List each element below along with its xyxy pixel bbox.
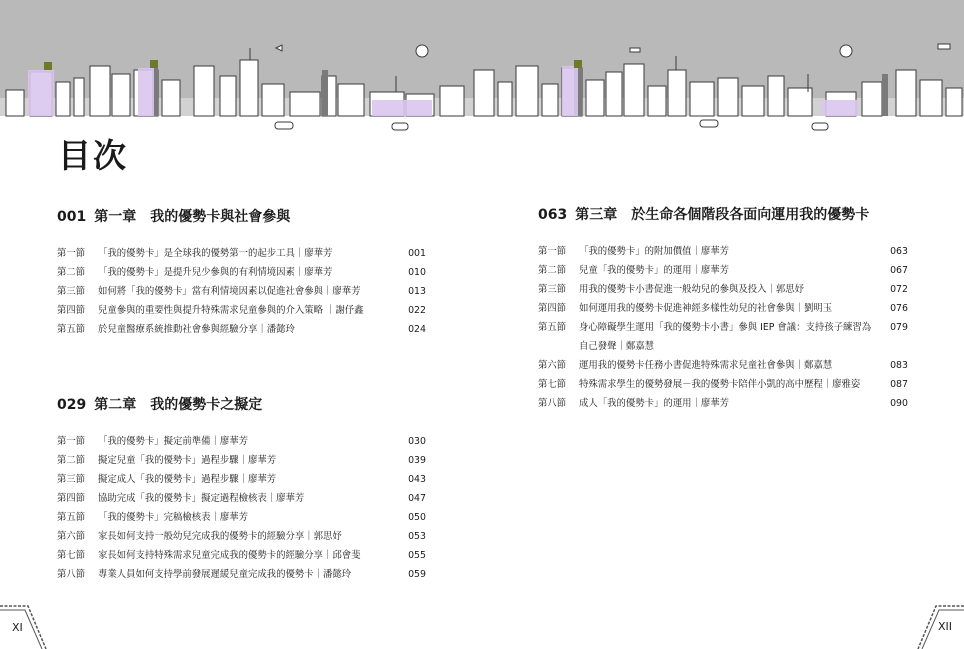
- toc-entry[interactable]: [57, 320, 426, 339]
- section-number: 第三節: [57, 474, 86, 485]
- section-number: 第一節: [57, 436, 86, 447]
- section-page: 022: [408, 305, 426, 316]
- section-number: 第七節: [538, 379, 567, 390]
- section-title: 擬定成人「我的優勢卡」過程步驟｜廖華芳: [98, 474, 277, 485]
- toc-entry[interactable]: [57, 451, 426, 470]
- section-number: 第八節: [57, 569, 86, 580]
- section-number: 第五節: [538, 322, 567, 333]
- toc-entry[interactable]: [538, 356, 908, 375]
- toc-entry[interactable]: [57, 263, 426, 282]
- section-title: 「我的優勢卡」是全球我的優勢第一的起步工具｜廖華芳: [98, 248, 333, 259]
- city-skyline-illustration: [0, 0, 964, 135]
- section-number: 第八節: [538, 398, 567, 409]
- section-number: 第三節: [538, 284, 567, 295]
- section-page: 079: [890, 322, 908, 333]
- toc-entry[interactable]: [57, 301, 426, 320]
- chapter-name: 第三章 於生命各個階段各面向運用我的優勢卡: [575, 207, 870, 223]
- section-title: 「我的優勢卡」完稿檢核表｜廖華芳: [98, 512, 249, 523]
- toc-entry[interactable]: [57, 508, 426, 527]
- toc-entry[interactable]: [57, 282, 426, 301]
- section-number: 第七節: [57, 550, 86, 561]
- toc-entry[interactable]: [57, 527, 426, 546]
- toc-entry[interactable]: [538, 299, 908, 318]
- toc-entry[interactable]: [538, 261, 908, 280]
- chapter-name: 第二章 我的優勢卡之擬定: [94, 397, 263, 413]
- section-title: 身心障礙學生運用「我的優勢卡小書」參與 IEP 會議：支持孩子練習為自己發聲｜鄭嘉慧: [579, 322, 872, 352]
- section-number: 第一節: [538, 246, 567, 257]
- chapter-heading: [57, 394, 426, 414]
- chapter-heading: [57, 206, 426, 226]
- section-page: 001: [408, 248, 426, 259]
- toc-entry[interactable]: [57, 565, 426, 584]
- section-title: 協助完成「我的優勢卡」擬定過程檢核表｜廖華芳: [98, 493, 305, 504]
- section-page: 013: [408, 286, 426, 297]
- section-title: 「我的優勢卡」擬定前準備｜廖華芳: [98, 436, 249, 447]
- section-number: 第二節: [538, 265, 567, 276]
- section-page: 050: [408, 512, 426, 523]
- page-title: 目次: [58, 136, 128, 175]
- section-title: 兒童「我的優勢卡」的運用｜廖華芳: [579, 265, 730, 276]
- page-number-right: XII: [938, 620, 953, 633]
- chapter-heading: [538, 204, 908, 224]
- section-number: 第四節: [57, 305, 86, 316]
- section-title: 兒童參與的重要性與提升特殊需求兒童參與的介入策略 ｜謝伃鑫: [98, 305, 364, 316]
- section-title: 於兒童醫療系統推動社會參與經驗分享｜潘懿玲: [98, 324, 295, 335]
- section-title: 專業人員如何支持學前發展遲緩兒童完成我的優勢卡｜潘懿玲: [98, 569, 352, 580]
- toc-entry[interactable]: [538, 280, 908, 299]
- toc-entry[interactable]: [538, 318, 908, 356]
- toc-entry[interactable]: [538, 242, 908, 261]
- section-page: 087: [890, 379, 908, 390]
- toc-entry[interactable]: [57, 470, 426, 489]
- chapter-3: [538, 204, 908, 413]
- section-page: 043: [408, 474, 426, 485]
- section-title: 如何將「我的優勢卡」當有利情境因素以促進社會參與｜廖華芳: [98, 286, 361, 297]
- section-page: 010: [408, 267, 426, 278]
- section-number: 第六節: [538, 360, 567, 371]
- section-page: 090: [890, 398, 908, 409]
- section-page: 072: [890, 284, 908, 295]
- section-title: 用我的優勢卡小書促進一般幼兒的參與及投入｜郭思妤: [579, 284, 805, 295]
- section-number: 第三節: [57, 286, 86, 297]
- section-number: 第四節: [538, 303, 567, 314]
- corner-stripe-left: [0, 604, 50, 649]
- section-number: 第二節: [57, 455, 86, 466]
- section-title: 擬定兒童「我的優勢卡」過程步驟｜廖華芳: [98, 455, 277, 466]
- section-page: 076: [890, 303, 908, 314]
- section-page: 083: [890, 360, 908, 371]
- section-number: 第六節: [57, 531, 86, 542]
- section-title: 成人「我的優勢卡」的運用｜廖華芳: [579, 398, 730, 409]
- section-number: 第一節: [57, 248, 86, 259]
- section-page: 030: [408, 436, 426, 447]
- toc-entry[interactable]: [538, 375, 908, 394]
- section-title: 特殊需求學生的優勢發展－我的優勢卡陪伴小凱的高中歷程｜廖雅姿: [579, 379, 861, 390]
- section-number: 第五節: [57, 324, 86, 335]
- toc-entry[interactable]: [57, 432, 426, 451]
- section-page: 059: [408, 569, 426, 580]
- toc-entry[interactable]: [57, 244, 426, 263]
- section-page: 067: [890, 265, 908, 276]
- chapter-page: 001: [57, 209, 87, 225]
- section-page: 039: [408, 455, 426, 466]
- section-page: 047: [408, 493, 426, 504]
- section-page: 053: [408, 531, 426, 542]
- chapter-name: 第一章 我的優勢卡與社會參與: [94, 209, 291, 225]
- section-title: 「我的優勢卡」的附加價值｜廖華芳: [579, 246, 730, 257]
- page-number-left: XI: [12, 621, 23, 634]
- chapter-2: [57, 394, 426, 584]
- section-number: 第二節: [57, 267, 86, 278]
- section-title: 「我的優勢卡」是提升兒少參與的有利情境因素｜廖華芳: [98, 267, 333, 278]
- section-number: 第五節: [57, 512, 86, 523]
- toc-entry[interactable]: [57, 489, 426, 508]
- section-title: 如何運用我的優勢卡促進神經多樣性幼兒的社會參與｜劉明玉: [579, 303, 833, 314]
- section-title: 運用我的優勢卡任務小書促進特殊需求兒童社會參與｜鄭嘉慧: [579, 360, 833, 371]
- chapter-1: [57, 206, 426, 339]
- chapter-page: 063: [538, 207, 568, 223]
- section-page: 063: [890, 246, 908, 257]
- section-title: 家長如何支持特殊需求兒童完成我的優勢卡的經驗分享｜邱會斐: [98, 550, 361, 561]
- chapter-page: 029: [57, 397, 87, 413]
- section-page: 055: [408, 550, 426, 561]
- section-title: 家長如何支持一般幼兒完成我的優勢卡的經驗分享｜郭思妤: [98, 531, 342, 542]
- toc-entry[interactable]: [57, 546, 426, 565]
- section-number: 第四節: [57, 493, 86, 504]
- toc-entry[interactable]: [538, 394, 908, 413]
- section-page: 024: [408, 324, 426, 335]
